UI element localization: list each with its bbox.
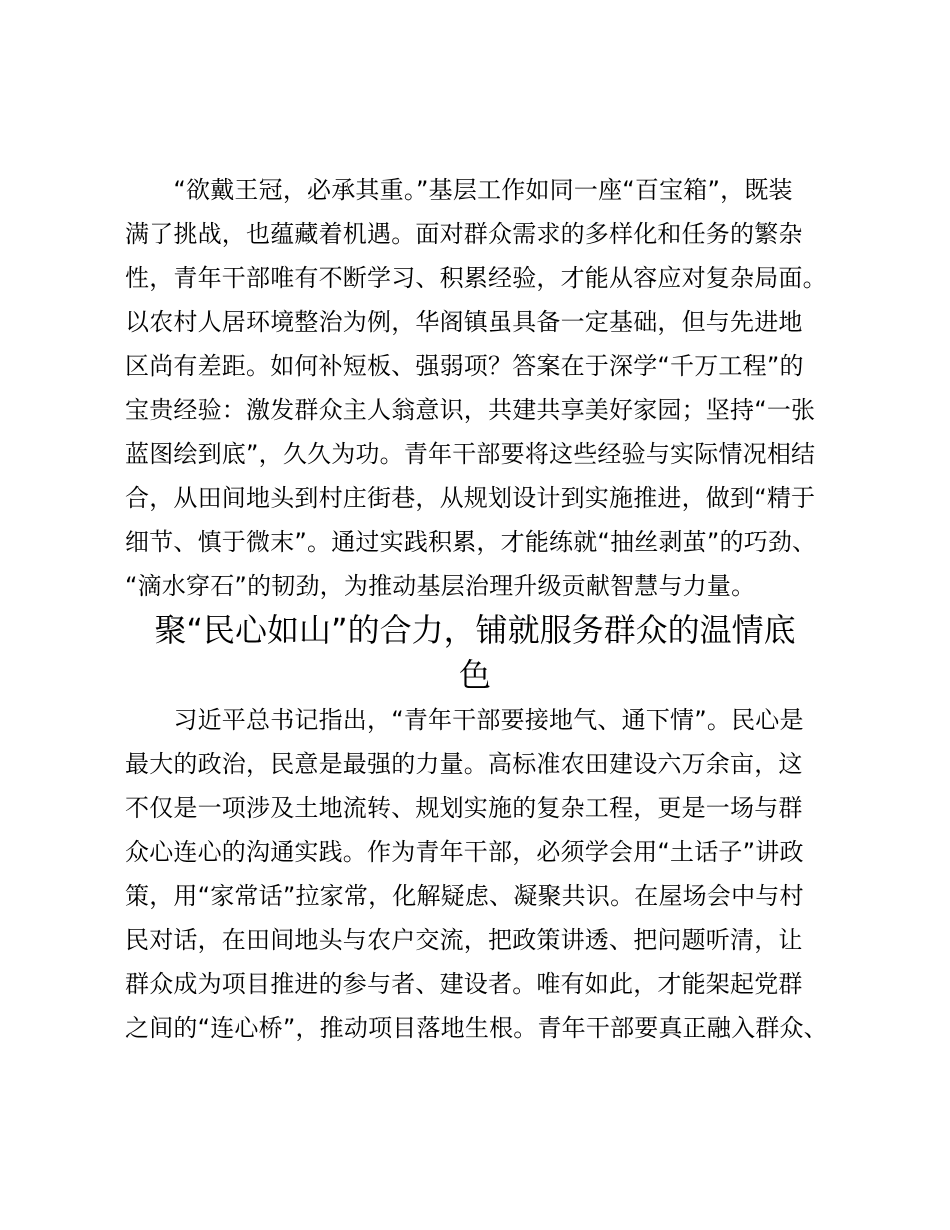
paragraph1-line-3: 性，青年干部唯有不断学习、积累经验，才能从容应对复杂局面。 [125, 264, 827, 292]
paragraph2-line-8: 之间的“连心桥”，推动项目落地生根。青年干部要真正融入群众、 [125, 1014, 828, 1042]
section-heading-line-1: 聚“民心如山”的合力，铺就服务群众的温情底 [154, 611, 796, 649]
paragraph1-line-9: 细节、慎于微末”。通过实践积累，才能练就“抽丝剥茧”的巧劲、 [125, 528, 817, 556]
paragraph1-line-10: “滴水穿石”的韧劲，为推动基层治理升级贡献智慧与力量。 [125, 572, 756, 600]
paragraph2-line-6: 民对话，在田间地头与农户交流，把政策讲透、把问题听清，让 [125, 926, 803, 954]
paragraph2-line-7: 群众成为项目推进的参与者、建设者。唯有如此，才能架起党群 [125, 970, 803, 998]
paragraph1-line-1: “欲戴王冠，必承其重。”基层工作如同一座“百宝箱”，既装 [125, 176, 793, 204]
paragraph2-line-4: 众心连心的沟通实践。作为青年干部，必须学会用“土话子”讲政 [125, 838, 804, 866]
section-heading-line-2: 色 [458, 656, 491, 694]
paragraph1-line-2: 满了挑战，也蕴藏着机遇。面对群众需求的多样化和任务的繁杂 [125, 220, 803, 248]
paragraph1-line-5: 区尚有差距。如何补短板、强弱项？答案在于深学“千万工程”的 [125, 352, 804, 380]
paragraph2-line-2: 最大的政治，民意是最强的力量。高标准农田建设六万余亩，这 [125, 750, 803, 778]
paragraph2-line-3: 不仅是一项涉及土地流转、规划实施的复杂工程，更是一场与群 [125, 794, 803, 822]
paragraph1-line-6: 宝贵经验：激发群众主人翁意识，共建共享美好家园；坚持“一张 [125, 396, 816, 424]
paragraph2-line-1: 习近平总书记指出，“青年干部要接地气、通下情”。民心是 [125, 706, 804, 734]
paragraph2-line-5: 策，用“家常话”拉家常，化解疑虑、凝聚共识。在屋场会中与村 [125, 882, 804, 910]
paragraph1-line-7: 蓝图绘到底”，久久为功。青年干部要将这些经验与实际情况相结 [125, 440, 816, 468]
paragraph1-line-8: 合，从田间地头到村庄街巷，从规划设计到实施推进，做到“精于 [125, 484, 816, 512]
paragraph1-line-4: 以农村人居环境整治为例，华阁镇虽具备一定基础，但与先进地 [125, 308, 803, 336]
